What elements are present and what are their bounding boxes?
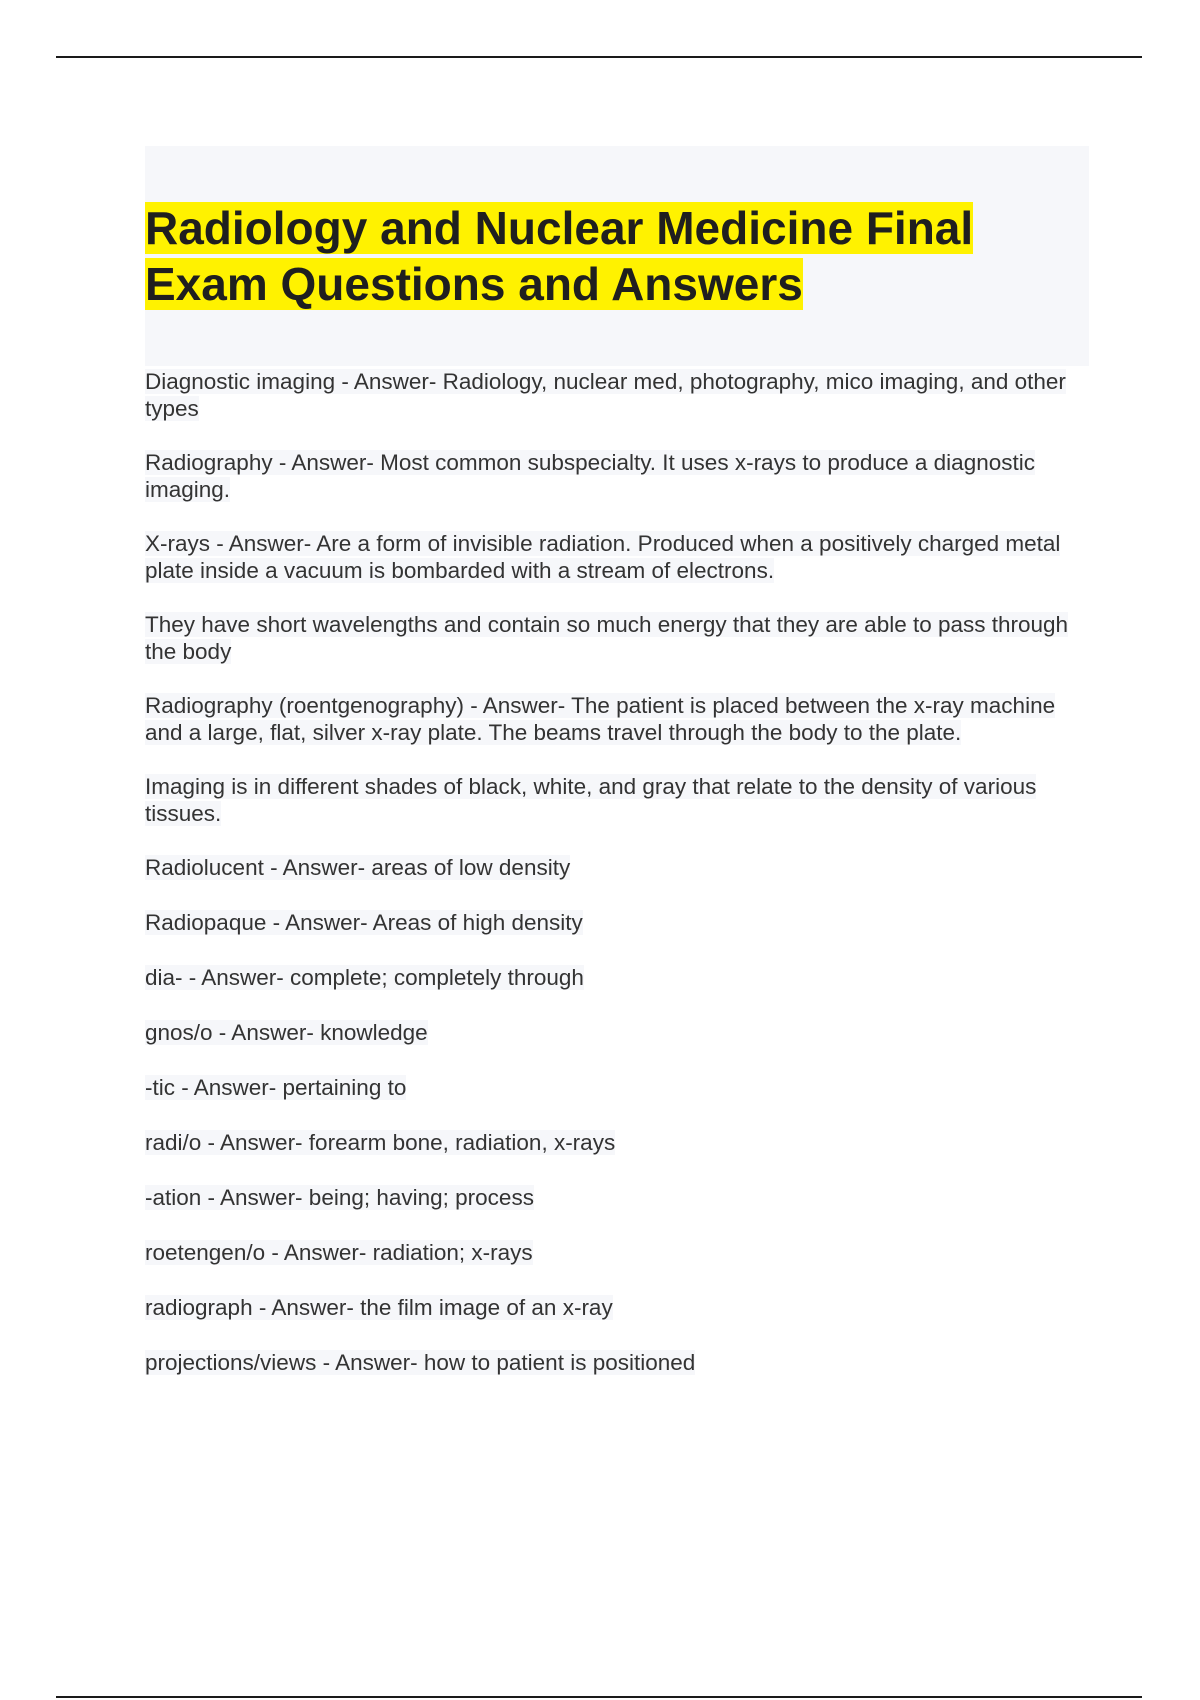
qa-entry-text: -ation - Answer- being; having; process (145, 1185, 534, 1210)
qa-entry (145, 1239, 1095, 1266)
qa-entry (145, 1349, 1095, 1376)
qa-entry-text: gnos/o - Answer- knowledge (145, 1020, 428, 1045)
top-rule (56, 56, 1142, 58)
qa-entry (145, 1074, 1095, 1101)
qa-entry (145, 449, 1095, 503)
title-highlight: Radiology and Nuclear Medicine Final Exam Questions and Answers (145, 202, 974, 310)
qa-entry-text: radi/o - Answer- forearm bone, radiation, x-rays (145, 1130, 616, 1155)
qa-entry-text: dia- - Answer- complete; completely through (145, 965, 584, 990)
qa-entry (145, 1294, 1095, 1321)
qa-entry-text: radiograph - Answer- the film image of an x-ray (145, 1295, 613, 1320)
qa-entry (145, 773, 1095, 827)
qa-entry-text: Radiopaque - Answer- Areas of high density (145, 910, 583, 935)
qa-entry (145, 854, 1095, 881)
qa-entry-text: X-rays - Answer- Are a form of invisible radiation. Produced when a positively charged metal plate inside a vacuum is bombarded with a stream of electrons. (145, 531, 1061, 583)
qa-entry-text: projections/views - Answer- how to patient is positioned (145, 1350, 696, 1375)
qa-entry (145, 692, 1095, 746)
qa-entry (145, 611, 1095, 665)
qa-list (145, 368, 1095, 1404)
qa-entry-text: They have short wavelengths and contain so much energy that they are able to pass through the body (145, 612, 1069, 664)
qa-entry-text: roetengen/o - Answer- radiation; x-rays (145, 1240, 533, 1265)
qa-entry-text: Radiolucent - Answer- areas of low density (145, 855, 571, 880)
qa-entry-text: -tic - Answer- pertaining to (145, 1075, 407, 1100)
qa-entry (145, 368, 1095, 422)
qa-entry (145, 1184, 1095, 1211)
qa-entry (145, 1019, 1095, 1046)
qa-entry (145, 1129, 1095, 1156)
qa-entry-text: Diagnostic imaging - Answer- Radiology, nuclear med, photography, mico imaging, and other types (145, 369, 1066, 421)
qa-entry (145, 964, 1095, 991)
qa-entry-text: Imaging is in different shades of black, white, and gray that relate to the density of various tissues. (145, 774, 1037, 826)
qa-entry-text: Radiography (roentgenography) - Answer- The patient is placed between the x-ray machine and a large, flat, silver x-ray plate. The beams travel through the body to the plate. (145, 693, 1056, 745)
document-title (145, 200, 1089, 312)
qa-entry-text: Radiography - Answer- Most common subspecialty. It uses x-rays to produce a diagnostic imaging. (145, 450, 1035, 502)
qa-entry (145, 909, 1095, 936)
qa-entry (145, 530, 1095, 584)
bottom-rule (56, 1696, 1142, 1698)
